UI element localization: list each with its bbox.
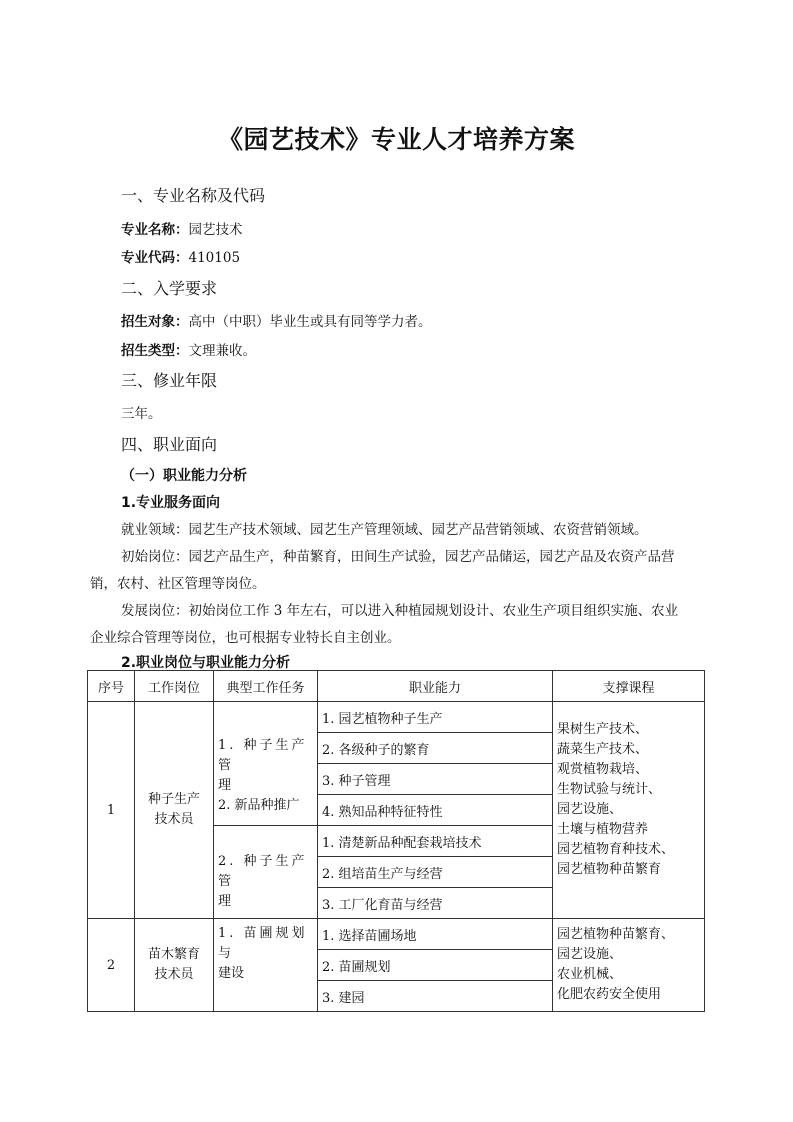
ability-cell: 2. 组培苗生产与经营 [318, 857, 553, 888]
course-item: 园艺植物种苗繁育、 [557, 927, 675, 942]
row-courses [553, 919, 705, 1012]
position-line: 技术员 [154, 967, 194, 982]
enroll-target-value: 高中（中职）毕业生或具有同等学力者。 [188, 314, 432, 330]
course-item: 园艺设施、 [557, 802, 623, 817]
major-code-label: 专业代码： [121, 250, 189, 266]
subsection-position-analysis: 2.职业岗位与职业能力分析 [121, 655, 291, 671]
section-1-heading: 一、专业名称及代码 [121, 186, 266, 205]
ability-cell: 4. 熟知品种特征特性 [318, 795, 553, 826]
task-line: 1. 苗圃规划与 [218, 926, 308, 961]
row-no: 1 [88, 702, 135, 919]
subsection-service-orientation: 1.专业服务面向 [121, 495, 221, 511]
header-courses: 支撑课程 [553, 671, 705, 702]
course-item: 化肥农药安全使用 [557, 987, 662, 1002]
major-code-value: 410105 [188, 250, 241, 266]
header-ability: 职业能力 [318, 671, 553, 702]
major-name-value: 园艺技术 [188, 222, 243, 238]
enroll-type-field [121, 339, 256, 359]
course-item: 园艺设施、 [557, 947, 623, 962]
ability-cell: 1. 清楚新品种配套栽培技术 [318, 826, 553, 857]
task-line: 1. 种子生产管 [218, 738, 308, 773]
task-line: 理 [218, 778, 232, 793]
major-name-field [121, 218, 243, 238]
paragraph-employment: 就业领域：园艺生产技术领域、园艺生产管理领域、园艺产品营销领域、农资营销领域。 [121, 522, 648, 538]
ability-cell: 3. 种子管理 [318, 764, 553, 795]
header-task: 典型工作任务 [214, 671, 318, 702]
ability-cell: 2. 各级种子的繁育 [318, 733, 553, 764]
row-task [214, 919, 318, 1012]
ability-cell: 1. 选择苗圃场地 [318, 919, 553, 950]
course-item: 生物试验与统计、 [557, 782, 662, 797]
course-item: 观赏植物栽培、 [557, 762, 649, 777]
course-item: 果树生产技术、 [557, 722, 649, 737]
document-title: 《园艺技术》专业人才培养方案 [217, 125, 575, 154]
table-header-row [88, 671, 705, 702]
course-item: 农业机械、 [557, 967, 623, 982]
row-task [214, 702, 318, 826]
enroll-type-label: 招生类型： [121, 343, 189, 359]
paragraph-initial-line2: 销，农村、社区管理等岗位。 [90, 576, 266, 592]
position-ability-table [87, 670, 705, 1012]
row-courses [553, 702, 705, 919]
header-no: 序号 [88, 671, 135, 702]
table-row [88, 702, 705, 733]
row-position [135, 702, 214, 919]
position-line: 种子生产 [147, 792, 200, 807]
major-code-field [121, 246, 240, 266]
task-line: 2. 新品种推广 [218, 798, 300, 813]
row-task [214, 826, 318, 919]
duration-value: 三年。 [121, 406, 162, 422]
table-row [88, 919, 705, 950]
major-name-label: 专业名称： [121, 222, 189, 238]
subsection-ability-analysis: （一）职业能力分析 [121, 468, 247, 484]
section-2-heading: 二、入学要求 [121, 279, 218, 298]
enroll-type-value: 文理兼收。 [188, 343, 256, 359]
ability-cell: 3. 工厂化育苗与经营 [318, 888, 553, 919]
course-item: 园艺植物育种技术、 [557, 842, 675, 857]
ability-cell: 1. 园艺植物种子生产 [318, 702, 553, 733]
enroll-target-field [121, 310, 432, 330]
enroll-target-label: 招生对象： [121, 314, 189, 330]
row-position [135, 919, 214, 1012]
paragraph-development-line1: 发展岗位：初始岗位工作 3 年左右，可以进入种植园规划设计、农业生产项目组织实施、农业 [121, 603, 679, 619]
position-line: 苗木繁育 [147, 947, 200, 962]
header-position: 工作岗位 [135, 671, 214, 702]
task-line: 理 [218, 894, 232, 909]
section-4-heading: 四、职业面向 [121, 435, 218, 454]
course-item: 园艺植物种苗繁育 [557, 862, 662, 877]
paragraph-development-line2: 企业综合管理等岗位，也可根据专业特长自主创业。 [90, 630, 401, 646]
ability-cell: 3. 建园 [318, 981, 553, 1012]
position-line: 技术员 [154, 812, 194, 827]
task-line: 2. 种子生产管 [218, 854, 308, 889]
section-3-heading: 三、修业年限 [121, 371, 218, 390]
paragraph-initial-line1: 初始岗位：园艺产品生产，种苗繁育，田间生产试验，园艺产品储运，园艺产品及农资产品营 [121, 549, 675, 565]
course-item: 土壤与植物营养 [557, 822, 649, 837]
course-item: 蔬菜生产技术、 [557, 742, 649, 757]
task-line: 建设 [218, 966, 245, 981]
ability-cell: 2. 苗圃规划 [318, 950, 553, 981]
row-no: 2 [88, 919, 135, 1012]
